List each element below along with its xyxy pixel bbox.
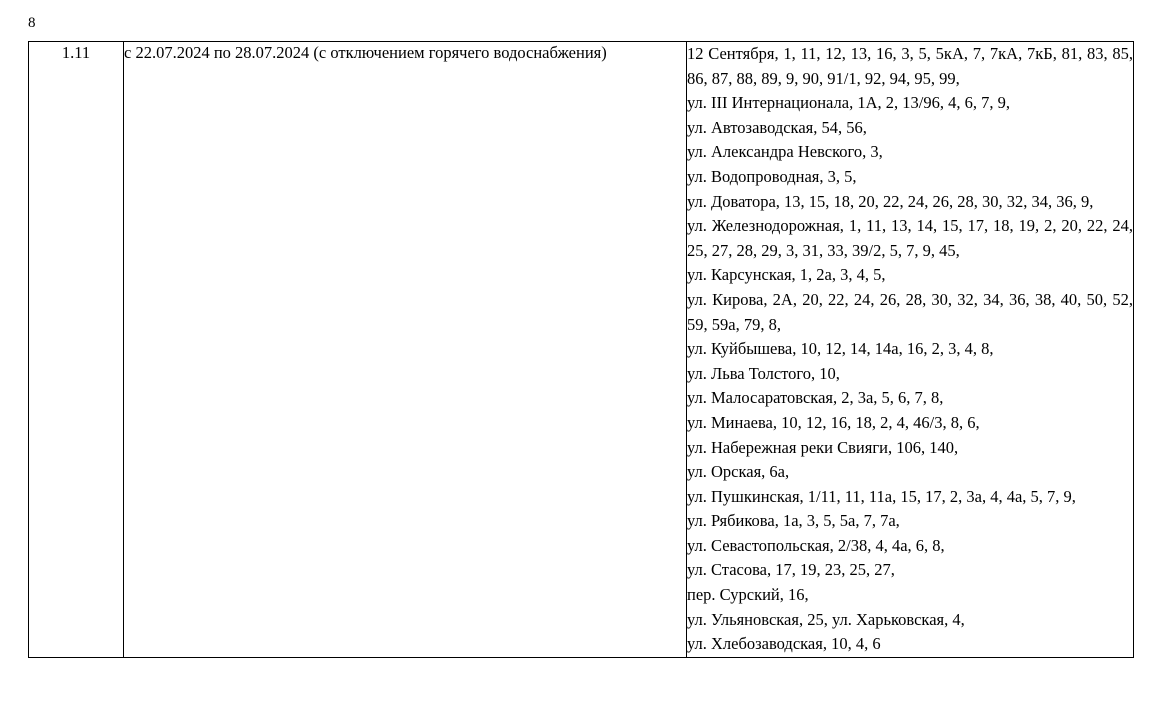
outage-schedule-table-wrapper [28,41,1134,658]
address-line: ул. Рябикова, 1а, 3, 5, 5а, 7, 7а, [687,511,900,531]
address-line: ул. Доватора, 13, 15, 18, 20, 22, 24, 26, 28, 30, 32, 34, 36, 9, [687,191,1094,211]
table-cell-period [124,42,687,658]
address-line: ул. III Интернационала, 1А, 2, 13/96, 4, 6, 7, 9, [687,93,1010,113]
address-line: ул. Орская, 6а, [687,462,790,482]
address-line: ул. Хлебозаводская, 10, 4, 6 [687,634,881,654]
period-text: с 22.07.2024 по 28.07.2024 (с отключением горячего водоснабжения) [124,43,607,62]
item-number-text: 1.11 [61,43,91,62]
address-line: ул. Куйбышева, 10, 12, 14, 14а, 16, 2, 3, 4, 8, [687,339,994,359]
address-line: ул. Автозаводская, 54, 56, [687,117,867,137]
address-line: пер. Сурский, 16, [687,585,809,605]
address-line: ул. Кирова, 2А, 20, 22, 24, 26, 28, 30, 32, 34, 36, 38, 40, 50, 52, 59, 59а, 79, 8, [687,289,1133,334]
address-line: ул. Набережная реки Свияги, 106, 140, [687,437,959,457]
address-line: ул. Севастопольская, 2/38, 4, 4а, 6, 8, [687,535,945,555]
table-cell-item-number [29,42,124,658]
table-row [29,42,1134,658]
table-cell-addresses [687,42,1134,658]
address-line: ул. Малосаратовская, 2, 3а, 5, 6, 7, 8, [687,388,944,408]
page-number: 8 [28,15,36,31]
address-line: ул. Карсунская, 1, 2а, 3, 4, 5, [687,265,886,285]
outage-schedule-table [28,41,1134,658]
address-line: ул. Водопроводная, 3, 5, [687,166,857,186]
address-line: 12 Сентября, 1, 11, 12, 13, 16, 3, 5, 5кА, 7, 7кА, 7кБ, 81, 83, 85, 86, 87, 88, 89, 9, 90, 91/1, 92, 94, 95, 99, [687,44,1133,88]
address-line: ул. Ульяновская, 25, ул. Харьковская, 4, [687,609,965,629]
address-line: ул. Железнодорожная, 1, 11, 13, 14, 15, 17, 18, 19, 2, 20, 22, 24, 25, 27, 28, 29, 3, 31, 33, 39/2, 5, 7, 9, 45, [687,216,1133,260]
address-line: ул. Льва Толстого, 10, [687,363,840,383]
address-line: ул. Минаева, 10, 12, 16, 18, 2, 4, 46/3, 8, 6, [687,412,980,432]
address-line: ул. Стасова, 17, 19, 23, 25, 27, [687,560,895,580]
address-line: ул. Александра Невского, 3, [687,142,883,162]
address-line: ул. Пушкинская, 1/11, 11, 11а, 15, 17, 2, 3а, 4, 4а, 5, 7, 9, [687,486,1076,506]
